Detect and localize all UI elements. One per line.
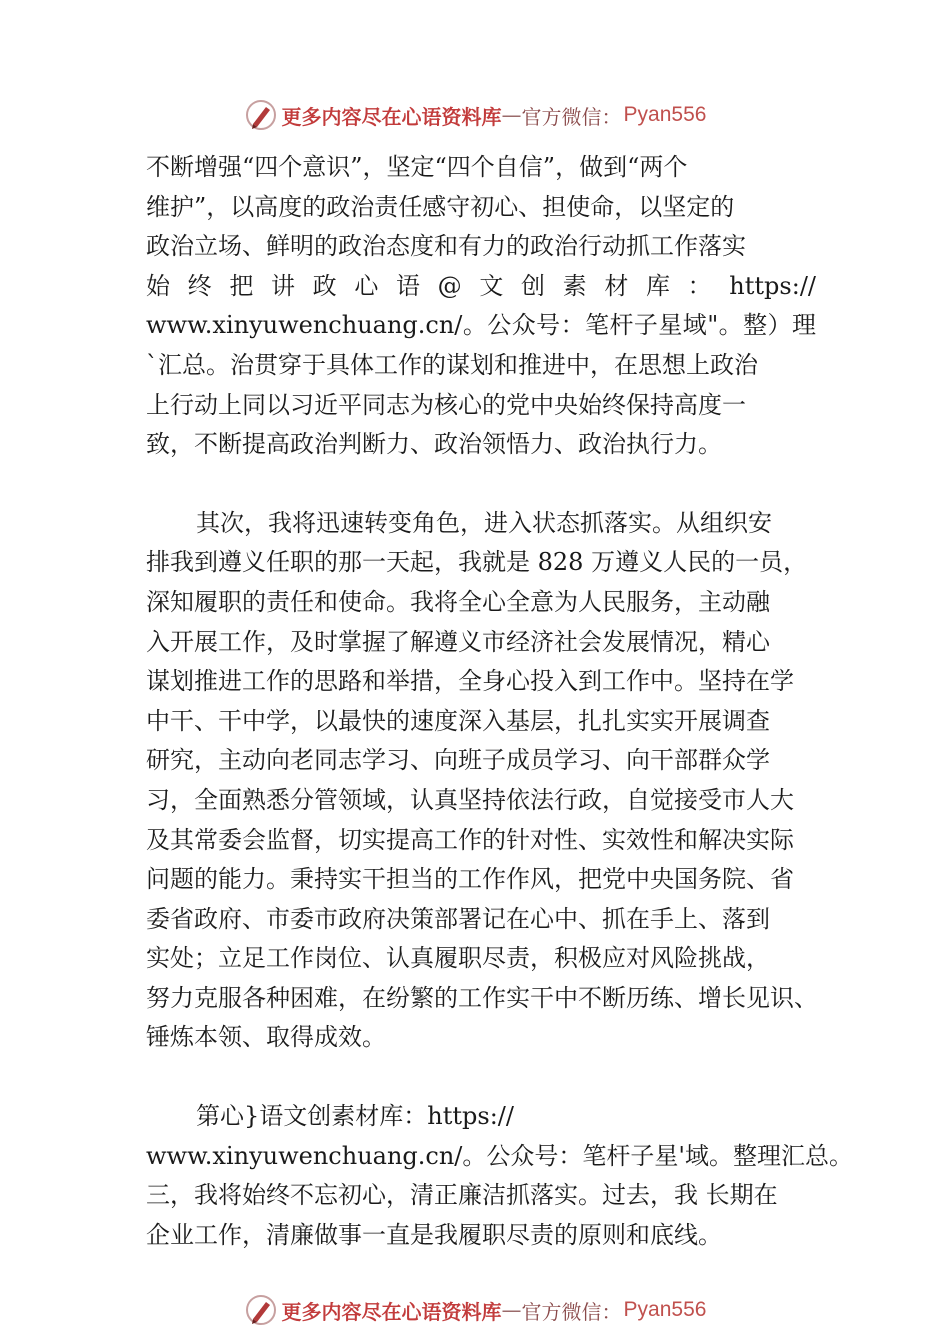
text-line: 实处；立足工作岗位、认真履职尽责，积极应对风险挑战， — [146, 944, 770, 973]
text-line: 入开展工作，及时掌握了解遵义市经济社会发展情况，精心 — [146, 627, 770, 656]
text-line: 中干、干中学，以最快的速度深入基层，扎扎实实开展调查 — [146, 706, 770, 735]
text-line: 第心}语文创素材库：https:// — [196, 1102, 514, 1131]
text-line: 其次，我将迅速转变角色，进入状态抓落实。从组织安 — [196, 508, 772, 537]
text-line: 及其常委会监督，切实提高工作的针对性、实效性和解决实际 — [146, 825, 794, 854]
header-brand: 更多内容尽在心语资料库 — [281, 104, 502, 129]
text-line: 研究，主动向老同志学习、向班子成员学习、向干部群众学 — [146, 746, 770, 775]
header-separator: — — [501, 103, 522, 127]
text-line: 上行动上同以习近平同志为核心的党中央始终保持高度一 — [146, 390, 746, 419]
footer-watermark — [0, 1290, 950, 1330]
paragraph-1 — [146, 148, 816, 465]
text-line: 委省政府、市委市政府决策部署记在心中、抓在手上、落到 — [146, 904, 770, 933]
pen-logo-icon — [244, 98, 278, 132]
text-line: 企业工作，清廉做事一直是我履职尽责的原则和底线。 — [146, 1220, 722, 1249]
footer-wechat-id: Pyan556 — [623, 1298, 707, 1321]
document-body — [146, 148, 853, 1255]
text-line: www.xinyuwenchuang.cn/。公众号：笔杆子星域"。整）理 — [146, 311, 816, 340]
header-wechat-label: 官方微信： — [521, 104, 622, 129]
text-line: 维护”，以高度的政治责任感守初心、担使命，以坚定的 — [146, 192, 735, 221]
header-wechat-id: Pyan556 — [623, 103, 707, 126]
text-line: 政治立场、鲜明的政治态度和有力的政治行动抓工作落实 — [146, 232, 746, 261]
pen-logo-icon — [244, 1293, 278, 1327]
footer-brand: 更多内容尽在心语资料库 — [281, 1299, 502, 1324]
text-line: 致，不断提高政治判断力、政治领悟力、政治执行力。 — [146, 430, 722, 459]
text-line: 努力克服各种困难，在纷繁的工作实干中不断历练、增长见识、 — [146, 983, 818, 1012]
text-line: 不断增强“四个意识”，坚定“四个自信”，做到“两个 — [146, 153, 688, 181]
text-line: `汇总。治贯穿于具体工作的谋划和推进中，在思想上政治 — [146, 350, 758, 379]
text-line: 排我到遵义任职的那一天起，我就是 828 万遵义人民的一员， — [146, 548, 808, 577]
text-line: 习，全面熟悉分管领域，认真坚持依法行政，自觉接受市人大 — [146, 785, 794, 814]
paragraph-2 — [146, 504, 816, 1058]
text-line: 三，我将始终不忘初心，清正廉洁抓落实。过去，我 长期在 — [146, 1181, 778, 1210]
header-watermark — [0, 95, 950, 135]
footer-wechat-label: 官方微信： — [521, 1299, 622, 1324]
text-line: 锤炼本领、取得成效。 — [146, 1023, 386, 1052]
text-line: www.xinyuwenchuang.cn/。公众号：笔杆子星'域。整理汇总。 — [146, 1141, 853, 1170]
text-line: 始终把讲政心语@文创素材库：https:// — [146, 271, 816, 300]
text-line: 深知履职的责任和使命。我将全心全意为人民服务，主动融 — [146, 587, 770, 616]
text-line: 问题的能力。秉持实干担当的工作作风，把党中央国务院、省 — [146, 865, 794, 894]
text-line: 谋划推进工作的思路和举措，全身心投入到工作中。坚持在学 — [146, 667, 794, 696]
footer-separator: — — [501, 1298, 522, 1322]
paragraph-3 — [146, 1097, 853, 1255]
